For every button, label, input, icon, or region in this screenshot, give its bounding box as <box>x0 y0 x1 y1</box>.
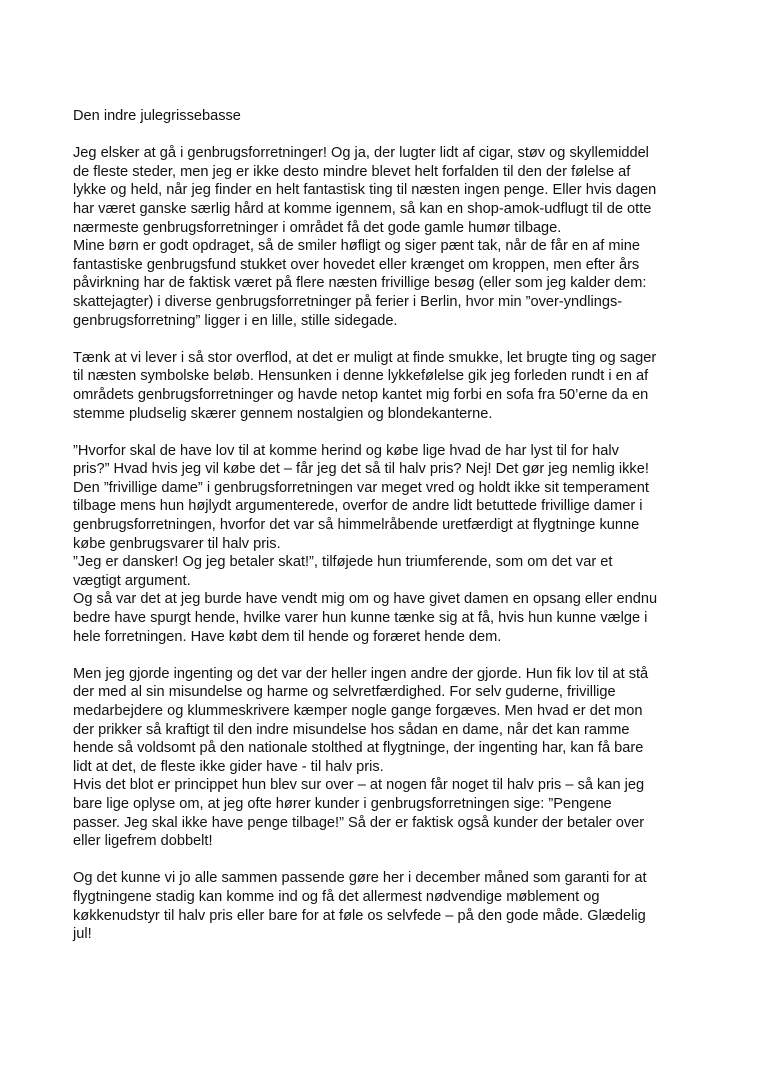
text-line: medarbejdere og klummeskrivere kæmper nogle gange forgæves. Men hvad er det mon <box>73 703 643 719</box>
text-line: Den ”frivillige dame” i genbrugsforretningen var meget vred og holdt ikke sit temperament <box>73 479 649 496</box>
text-line: genbrugsforretningen, hvorfor det var så himmelråbende uretfærdigt at flygtninge kunne <box>73 517 640 534</box>
text-line: Tænk at vi lever i så stor overflod, at det er muligt at finde smukke, let brugte ting og sager <box>73 349 657 366</box>
text-line: tilbage mens hun højlydt argumenterede, overfor de andre lidt betuttede frivillige damer i <box>73 498 643 515</box>
text-line: stemme pludselig skærer gennem nostalgien og blondekanterne. <box>73 405 493 422</box>
paragraph-3 <box>73 442 703 647</box>
paragraph-2 <box>73 349 703 423</box>
text-line: nærmeste genbrugsforretninger i området få det gode gamle humør tilbage. <box>73 219 562 236</box>
text-line: Mine børn er godt opdraget, så de smiler høfligt og siger pænt tak, når de får en af mine <box>73 238 641 255</box>
text-line: eller ligefrem dobbelt! <box>73 833 213 850</box>
text-line: ”Jeg er dansker! Og jeg betaler skat!”, tilføjede hun triumferende, som om det var et <box>73 554 613 571</box>
text-line: de fleste steder, men jeg er ikke desto mindre blevet helt forfalden til den der følelse af <box>73 163 631 180</box>
text-line: Jeg elsker at gå i genbrugsforretninger! Og ja, der lugter lidt af cigar, støv og skyllemiddel <box>73 145 649 162</box>
text-line: køkkenudstyr til halv pris eller bare for at føle os selvfede – på den gode måde. Glædelig <box>73 907 646 924</box>
text-line: vægtigt argument. <box>73 572 191 589</box>
text-line: hende så voldsomt på den nationale stolthed at flygtninge, der ingenting har, kan få bare <box>73 740 644 757</box>
document-title: Den indre julegrissebasse <box>73 108 241 124</box>
paragraph-4 <box>73 665 703 851</box>
text-line: lykke og held, når jeg finder en helt fantastisk ting til næsten ingen penge. Eller hvis dagen <box>73 182 657 199</box>
text-line: Hvis det blot er princippet hun blev sur over – at nogen får noget til halv pris – så kan jeg <box>73 777 645 794</box>
text-line: der prikker så kraftigt til den indre misundelse hos sådan en dame, når det kan ramme <box>73 721 630 738</box>
text-line: fantastiske genbrugsfund stukket over hovedet eller krænget om kroppen, men efter års <box>73 256 640 273</box>
text-line: der med al sin misundelse og harme og selvretfærdighed. For selv guderne, frivillige <box>73 684 616 701</box>
text-line: skattejagter) i diverse genbrugsforretninger på ferier i Berlin, hvor min ”over-yndlings- <box>73 293 623 310</box>
document-page <box>73 107 703 962</box>
text-line: Og det kunne vi jo alle sammen passende gøre her i december måned som garanti for at <box>73 870 647 887</box>
text-line: ”Hvorfor skal de have lov til at komme herind og købe lige hvad de har lyst til for halv <box>73 442 619 459</box>
paragraph-1 <box>73 144 703 330</box>
text-line: hele forretningen. Have købt dem til hende og foræret hende dem. <box>73 628 502 645</box>
text-line: bare lige oplyse om, at jeg ofte hører kunder i genbrugsforretningen sige: ”Pengene <box>73 795 612 812</box>
text-line: jul! <box>73 926 92 943</box>
text-line: påvirkning har de faktisk været på flere næsten frivillige besøg (eller som jeg kalder dem: <box>73 275 647 292</box>
text-line: Men jeg gjorde ingenting og det var der heller ingen andre der gjorde. Hun fik lov til at stå <box>73 665 649 682</box>
text-line: købe genbrugsvarer til halv pris. <box>73 535 281 552</box>
text-line: genbrugsforretning” ligger i en lille, stille sidegade. <box>73 312 398 329</box>
text-line: har været ganske særlig hård at komme igennem, så kan en shop-amok-udflugt til de otte <box>73 200 652 217</box>
text-line: til næsten symbolske beløb. Hensunken i denne lykkefølelse gik jeg forleden rundt i en af <box>73 368 649 385</box>
text-line: bedre have spurgt hende, hvilke varer hun kunne tænke sig at få, hvis hun kunne vælge i <box>73 610 648 627</box>
text-line: pris?” Hvad hvis jeg vil købe det – får jeg det så til halv pris? Nej! Det gør jeg nemlig ikke! <box>73 461 649 478</box>
text-line: områdets genbrugsforretninger og havde netop kantet mig forbi en sofa fra 50’erne da en <box>73 386 649 403</box>
text-line: flygtningene stadig kan komme ind og få det allermest nødvendige møblement og <box>73 888 600 905</box>
text-line: Og så var det at jeg burde have vendt mig om og have givet damen en opsang eller endnu <box>73 591 658 608</box>
text-line: passer. Jeg skal ikke have penge tilbage!” Så der er faktisk også kunder der betaler over <box>73 814 645 831</box>
text-line: lidt at det, de fleste ikke gider have - til halv pris. <box>73 758 384 775</box>
paragraph-5 <box>73 869 703 943</box>
